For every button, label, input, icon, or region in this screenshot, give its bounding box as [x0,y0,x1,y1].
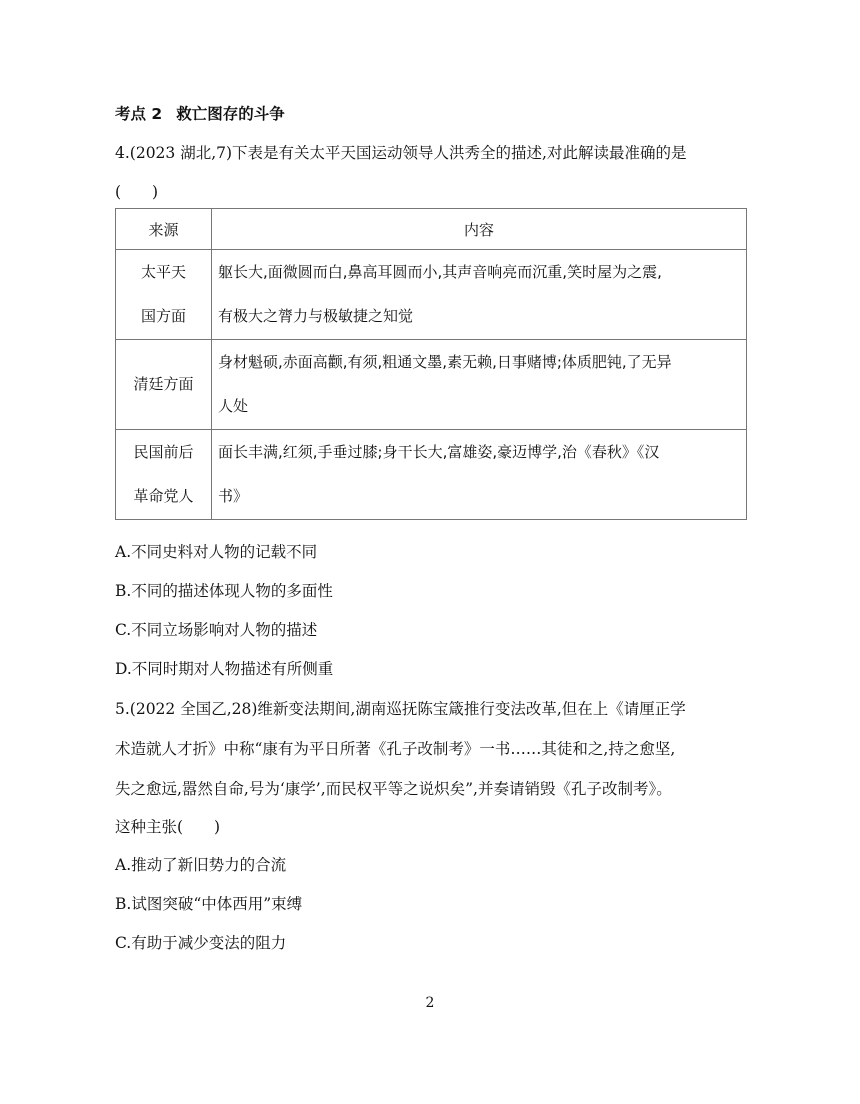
content-line: 躯长大,面微圆而白,鼻高耳圆而小,其声音响亮而沉重,笑时屋为之震, [218,263,662,281]
q5-option-b: B.试图突破“中体西用”束缚 [115,895,303,913]
source-line: 清廷方面 [133,375,194,393]
content-line: 面长丰满,红须,手垂过膝;身干长大,富雄姿,豪迈博学,治《春秋》《汉 [218,443,660,461]
q5-option-c: C.有助于减少变法的阻力 [115,934,287,952]
table-cell-source [116,250,212,340]
q4-stem-line-2: ( ) [115,183,159,201]
table-header-source: 来源 [116,209,212,250]
source-line: 民国前后 [133,443,194,461]
section-title: 救亡图存的斗争 [176,105,285,123]
q5-stem-line-1: 5.(2022 全国乙,28)维新变法期间,湖南巡抚陈宝箴推行变法改革,但在上《请厘正学 [115,700,686,718]
content-line: 身材魁硕,赤面高颧,有须,粗通文墨,素无赖,日事赌博;体质肥钝,了无异 [218,353,672,371]
section-label: 考点 2 [115,105,163,123]
source-line: 国方面 [140,307,186,325]
table-cell-content [212,250,747,340]
q4-option-d: D.不同时期对人物描述有所侧重 [115,660,334,678]
content-line: 人处 [218,397,249,415]
table-header-content: 内容 [212,209,747,250]
q4-option-b: B.不同的描述体现人物的多面性 [115,582,333,600]
page-number: 2 [425,995,435,1011]
table-cell-content [212,430,747,520]
source-line: 太平天 [140,263,186,281]
table-cell-source [116,340,212,430]
section-heading [115,102,285,124]
q5-stem-line-3: 失之愈远,嚣然自命,号为‘康学’,而民权平等之说炽矣”,并奏请销毁《孔子改制考》。 [115,780,672,798]
source-line: 革命党人 [133,487,194,505]
content-line: 有极大之膂力与极敏捷之知觉 [218,307,414,325]
table-cell-content [212,340,747,430]
table-row [116,430,747,520]
q5-option-a: A.推动了新旧势力的合流 [115,856,287,874]
table-cell-source [116,430,212,520]
q4-stem-line-1: 4.(2023 湖北,7)下表是有关太平天国运动领导人洪秀全的描述,对此解读最准确的是 [115,144,687,162]
table-header-row [116,209,747,250]
q5-stem-line-4: 这种主张( ) [115,818,221,836]
table-row [116,250,747,340]
q4-source-table [115,208,747,520]
q5-stem-line-2: 术造就人才折》中称“康有为平日所著《孔子改制考》一书……其徒和之,持之愈坚, [115,740,676,758]
q4-option-a: A.不同史料对人物的记载不同 [115,543,318,561]
content-line: 书》 [218,487,249,505]
table-row [116,340,747,430]
q4-option-c: C.不同立场影响对人物的描述 [115,621,318,639]
